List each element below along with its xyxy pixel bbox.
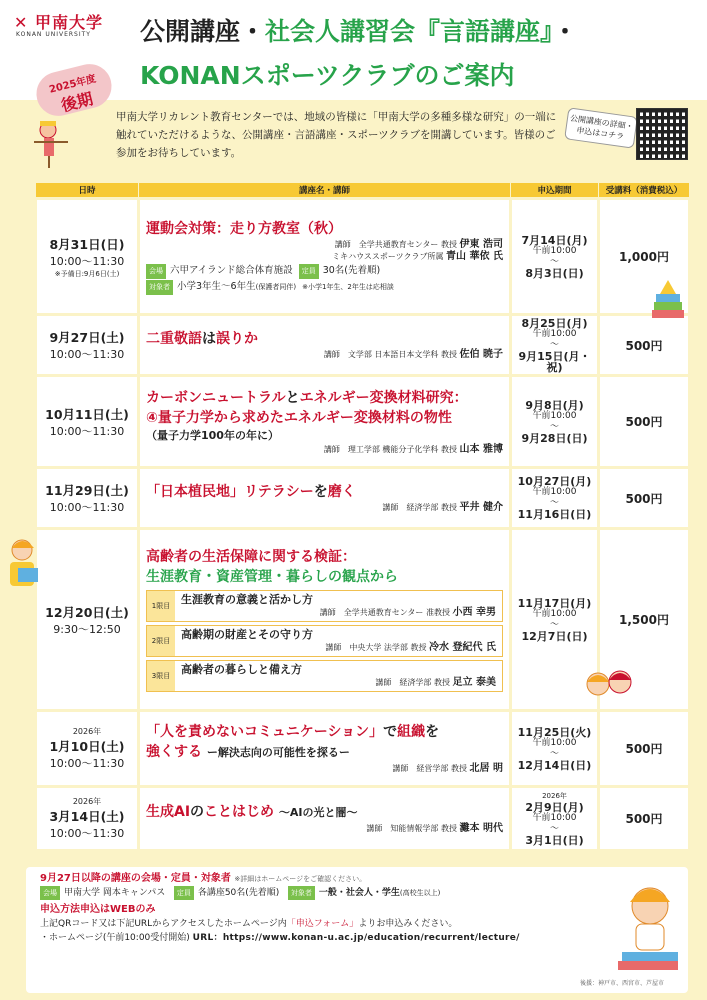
application-period: 11月25日(火) 午前10:00 〜 12月14日(日): [511, 711, 599, 787]
qr-code[interactable]: [636, 108, 688, 160]
lecture-date: 12月20日(土) 9:30～12:50: [36, 529, 139, 711]
application-period: 9月8日(月) 午前10:00 〜 9月28日(日): [511, 376, 599, 468]
application-period: 10月27日(月) 午前10:00 〜 11月16日(日): [511, 468, 599, 529]
lecture-info: [139, 468, 511, 529]
lecture-info: [139, 529, 511, 711]
fee: 1,000円: [599, 199, 690, 315]
logo-subtitle: KONAN UNIVERSITY: [16, 31, 91, 38]
lecture-title: 「人を責めないコミュニケーション」で組織を 強くする ー解決志向の可能性を探るー: [146, 724, 440, 760]
footer-heading-apply: 申込方法申込はWEBのみ: [40, 904, 156, 915]
lecturer: 講師 経営学部 教授 北居 明: [392, 763, 503, 774]
lecture-date: 2026年 1月10日(土) 10:00～11:30: [36, 711, 139, 787]
homepage-url-link[interactable]: URL：https://www.konan-u.ac.jp/education/recurrent/lecture/: [192, 933, 520, 943]
books-illustration-icon: [648, 280, 688, 324]
lecture-info: [139, 199, 511, 315]
application-period: 2026年 2月9日(月) 午前10:00 〜 3月1日(日): [511, 787, 599, 851]
footer-venue-line: 会場 甲南大学 岡本キャンパス 定員 各講座50名(先着順) 対象者 一般・社会人・学生(高校生以上): [40, 886, 674, 900]
lecture-info: [139, 711, 511, 787]
lecturer: 講師 経済学部 教授 平井 健介: [382, 502, 503, 513]
term-badge: 2025年度 後期: [32, 59, 116, 120]
col-header-period: 申込期間: [511, 183, 599, 199]
fee: 500円: [599, 711, 690, 787]
footer-info-box: [26, 867, 688, 993]
logo-mark-icon: ✕: [14, 13, 35, 32]
lecture-title: 二重敬語は誤りか: [146, 331, 258, 347]
session-item: 3限目 高齢者の暮らしと備え方 講師 経済学部 教授 足立 泰美: [146, 660, 503, 692]
lecture-date: 10月11日(土) 10:00～11:30: [36, 376, 139, 468]
venue-info: 会場 六甲アイランド総合体育施設 定員 30名(先着順) 対象者 小学3年生～6年生(保護者同伴) ※小学1年生、2年生は応相談: [146, 263, 503, 295]
table-row: [36, 787, 690, 851]
page-title-line1: 公開講座・社会人講習会『言語講座』・: [140, 17, 578, 46]
lecture-date: 11月29日(土) 10:00～11:30: [36, 468, 139, 529]
fee: 500円: [599, 787, 690, 851]
lecture-date: 2026年 3月14日(土) 10:00～11:30: [36, 787, 139, 851]
girl-on-books-illustration-icon: [608, 880, 688, 980]
table-row: [36, 468, 690, 529]
col-header-fee: 受講料（消費税込）: [599, 183, 690, 199]
fee: 500円: [599, 376, 690, 468]
lecture-title: 「日本植民地」リテラシーを磨く: [146, 484, 356, 500]
children-illustration-icon: [582, 664, 642, 708]
intro-text: 甲南大学リカレント教育センターでは、地域の皆様に「甲南大学の多種多様な研究」の一端に触れていただけるような、公開講座・言語講座・スポーツクラブを開講しています。皆様のご参加をお待ちしています。: [116, 111, 557, 159]
fee: 1,500円: [599, 529, 690, 711]
lecturer: 講師 知能情報学部 教授 灘本 明代: [366, 823, 503, 834]
lecture-date: 9月27日(土) 10:00～11:30: [36, 315, 139, 376]
session-item: 2限目 高齢期の財産とその守り方 講師 中央大学 法学部 教授 冷水 登紀代 氏: [146, 625, 503, 657]
table-row: [36, 376, 690, 468]
lecturer: 講師 全学共通教育センター 教授 伊東 浩司 ミキハウススポーツクラブ所属 青山 華依 氏: [332, 238, 503, 262]
logo: ✕ 甲南大学: [14, 13, 103, 32]
table-row: [36, 711, 690, 787]
footer-heading-venue: 9月27日以降の講座の会場・定員・対象者 ※詳細はホームページをご確認ください。: [40, 873, 367, 884]
lecture-info: [139, 376, 511, 468]
lecture-date: 8月31日(日) 10:00～11:30 ※予備日:9月6日(土): [36, 199, 139, 315]
lecture-info: [139, 315, 511, 376]
lecture-title: 生成AIのことはじめ ～AIの光と闇～: [146, 804, 358, 820]
lecture-schedule-table: [34, 182, 691, 852]
sponsor-note: 後援：神戸市、西宮市、芦屋市: [580, 980, 665, 987]
table-row: [36, 199, 690, 315]
lecturer: 講師 文学部 日本語日本文学科 教授 佐伯 暁子: [323, 349, 503, 360]
table-header-row: [36, 183, 690, 199]
apply-instructions: 上記QRコード又は下記URLからアクセスしたホームページ内「申込フォーム」よりお申込みください。: [40, 919, 458, 929]
table-row: [36, 315, 690, 376]
lecturer: 講師 理工学部 機能分子化学科 教授 山本 雅博: [323, 443, 503, 455]
fee: 500円: [599, 468, 690, 529]
application-period: 8月25日(月) 午前10:00 〜 9月15日(月・祝): [511, 315, 599, 376]
application-period: 11月17日(月) 午前10:00 〜 12月7日(日): [511, 529, 599, 711]
lecture-info: [139, 787, 511, 851]
session-item: 1限目 生涯教育の意義と活かし方 講師 全学共通教育センター 准教授 小西 幸男: [146, 590, 503, 622]
application-period: 7月14日(月) 午前10:00 〜 8月3日(日): [511, 199, 599, 315]
homepage-line: ・ホームページ(午前10:00受付開始) URL：https://www.konan-u.ac.jp/education/recurrent/lecture/: [40, 933, 520, 943]
qr-note: 公開講座の詳細・申込はコチラ: [564, 107, 638, 148]
lecture-subtitle: （量子力学100年の年に）: [146, 428, 279, 442]
fee: 500円: [599, 315, 690, 376]
col-header-date: 日時: [36, 183, 139, 199]
scarecrow-illustration-icon: [34, 118, 74, 168]
page-title-line2: KONANスポーツクラブのご案内: [140, 61, 515, 90]
lecture-title: カーボンニュートラルとエネルギー変換材料研究： ④量子力学から求めたエネルギー変換材料の物性: [146, 389, 468, 426]
col-header-lecture: 講座名・講師: [139, 183, 511, 199]
lecture-title: 高齢者の生活保障に関する検証： 生涯教育・資産管理・暮らしの観点から: [146, 549, 398, 585]
lecture-title: 運動会対策：走り方教室（秋）: [146, 220, 342, 237]
reading-girl-illustration-icon: [4, 536, 44, 606]
